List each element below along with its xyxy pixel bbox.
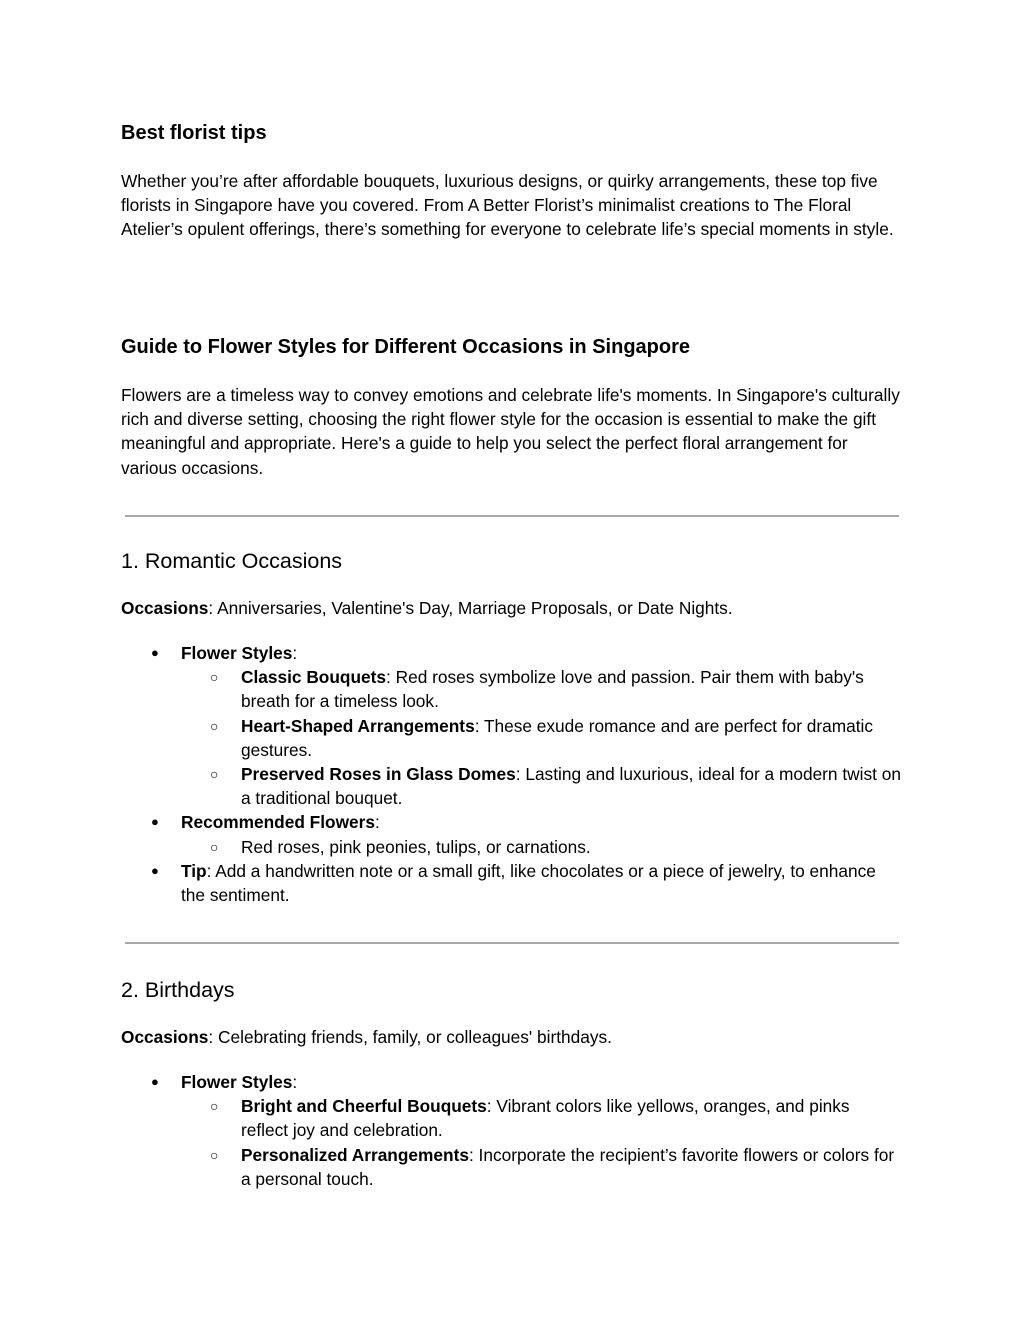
tip-text: : Add a handwritten note or a small gift, like chocolates or a piece of jewelry, to enhance the sentiment.: [181, 860, 876, 906]
romantic-occasions: [121, 596, 901, 620]
romantic-heading: 1. Romantic Occasions: [121, 549, 343, 573]
flower-styles-sublist: [181, 1094, 901, 1191]
list-item: ○ Classic Bouquets: Red roses symbolize love and passion. Pair them with baby's breath for a timeless look.: [181, 665, 901, 713]
horizontal-rule: [125, 942, 899, 944]
flower-styles-label: Flower Styles: [181, 643, 293, 663]
occasions-label: Occasions: [121, 598, 209, 618]
list-item: ○ Bright and Cheerful Bouquets: Vibrant colors like yellows, oranges, and pinks reflect joy and celebration.: [181, 1094, 901, 1142]
list-item: ○ Personalized Arrangements: Incorporate the recipient’s favorite flowers or colors for a personal touch.: [181, 1143, 901, 1191]
flower-styles-label: Flower Styles: [181, 1072, 293, 1092]
list-item: ○ Preserved Roses in Glass Domes: Lasting and luxurious, ideal for a modern twist on a traditional bouquet.: [181, 762, 901, 810]
romantic-list: [121, 641, 901, 907]
birthdays-heading: 2. Birthdays: [121, 978, 235, 1002]
birthdays-list: [121, 1070, 901, 1191]
list-item-flower-styles: ● Flower Styles: ○ Bright and Cheerful Bouquets: Vibrant colors like yellows, oranges, and pinks reflect joy and celebration. ○ Personalized Arrangements: Incorporate the recipient’s favorite flowers or colors for a personal touch.: [121, 1070, 901, 1191]
occasions-text: : Anniversaries, Valentine's Day, Marriage Proposals, or Date Nights.: [208, 598, 733, 618]
tips-paragraph: Whether you’re after affordable bouquets, luxurious designs, or quirky arrangements, these top five florists in Singapore have you covered. From A Better Florist’s minimalist creations to The Floral Atelier’s opulent offerings, there’s something for everyone to celebrate life’s special moments in style.: [121, 171, 894, 240]
tips-heading: Best florist tips: [121, 122, 267, 144]
occasions-label: Occasions: [121, 1027, 209, 1047]
tip-label: Tip: [181, 860, 207, 881]
flower-styles-sublist: [181, 665, 901, 810]
recommended-sublist: [181, 835, 901, 859]
list-item-flower-styles: ● Flower Styles: ○ Classic Bouquets: Red roses symbolize love and passion. Pair them with baby's breath for a timeless look. ○ Heart-Shaped Arrangements: These exude romance and are perfect for dramatic gestures. ○ Preserved Roses in Glass Domes: Lasting and luxurious, ideal for a modern twist on a traditional bouquet.: [121, 641, 901, 810]
occasions-text: : Celebrating friends, family, or colleagues' birthdays.: [208, 1027, 612, 1047]
recommended-label: Recommended Flowers: [181, 812, 375, 833]
list-item-tip: [121, 859, 901, 907]
list-item: ○ Red roses, pink peonies, tulips, or carnations.: [181, 835, 901, 859]
birthdays-occasions: [121, 1025, 901, 1049]
list-item-recommended-flowers: ● Recommended Flowers: ○ Red roses, pink peonies, tulips, or carnations.: [121, 810, 901, 858]
horizontal-rule: [125, 515, 899, 517]
list-item: ○ Heart-Shaped Arrangements: These exude romance and are perfect for dramatic gestures.: [181, 714, 901, 762]
guide-paragraph: Flowers are a timeless way to convey emotions and celebrate life's moments. In Singapore's culturally rich and diverse setting, choosing the right flower style for the occasion is essential to make the gift meaningful and appropriate. Here's a guide to help you select the perfect floral arrangement for various occasions.: [121, 385, 900, 478]
guide-heading: Guide to Flower Styles for Different Occasions in Singapore: [121, 336, 690, 358]
